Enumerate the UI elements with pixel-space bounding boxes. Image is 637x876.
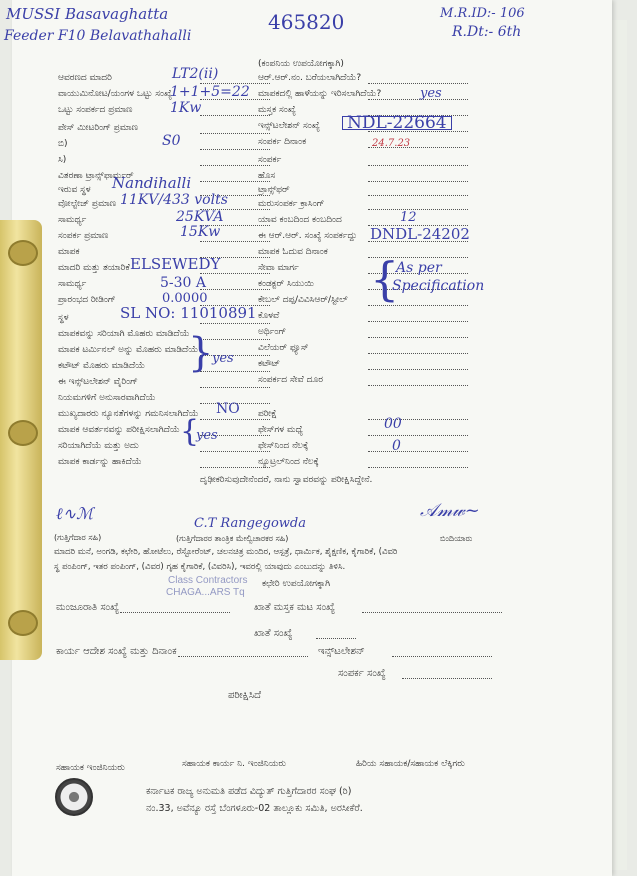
right-label: ಅರ್ಥಿಂಗ್ — [258, 327, 287, 337]
right-label: ಕಟೌಟ್ — [258, 359, 281, 369]
value-rr-written: yes — [420, 86, 442, 101]
signature-left-label: (ಗುತ್ತಿಗೆದಾರ ಸಹಿ) — [54, 533, 102, 542]
office-use: ಕಛೇರಿ ಉಪಯೋಗಕ್ಕಾಗಿ — [262, 579, 331, 589]
left-label: ಸಂಪರ್ಕ ಪ್ರಮಾಣ — [58, 231, 109, 241]
stamp-line1: Class Contractors — [168, 575, 248, 586]
left-label: ಸ್ಥಳ — [58, 313, 69, 323]
value-defects: NO — [216, 401, 240, 417]
header-hw-line2: Feeder F10 Belavathahalli — [4, 28, 192, 44]
declaration: ದೃಢೀಕರಿಸುವುದೇನೆಂದರೆ, ನಾನು ಸ್ವಾವರವನ್ನು ಪರೀಕ್ಷಿಸಿದ್ದೇನೆ. — [200, 475, 373, 485]
value-initial-reading: 0.0000 — [162, 291, 208, 306]
association-logo — [55, 778, 93, 816]
right-label: ಯಾವ ಕಂಬದಿಂದ ಕಂಬದಿಂದ — [258, 215, 342, 225]
fill-line — [368, 435, 468, 436]
account-no-label: ಖಾತೆ ಸಂಖ್ಯೆ — [254, 628, 293, 639]
value-meter-make: ELSEWEDY — [130, 255, 221, 273]
right-label: ಕೊಳವೆ — [258, 311, 280, 321]
value-total-load: 1Kw — [170, 100, 202, 116]
left-label: ಆವರಣದ ಮಾದರಿ — [58, 73, 112, 83]
value-service-line2: Specification — [392, 278, 485, 294]
left-label: ವಿತರಣಾ ಟ್ರಾನ್ಸ್‌ಫಾರ್ಮರ್ — [58, 171, 134, 181]
senior-asst-label: ಹಿರಿಯ ಸಹಾಯಕ/ಸಹಾಯಕ ಲೆಕ್ಕಿಗರು — [356, 759, 465, 769]
fill-line — [368, 321, 468, 322]
value-sealed: yes — [212, 351, 234, 366]
right-label: ಮಾಪಕ ಓದುವ ದಿನಾಂಕ — [258, 247, 328, 257]
fill-line — [316, 638, 356, 639]
fill-line — [392, 656, 492, 657]
form-header: (ಕಂಪನಿಯ ಉಪಯೋಗಕ್ಕಾಗಿ) — [258, 59, 344, 69]
value-brace: } — [188, 330, 214, 376]
value-installation-no: NDL-22664 — [342, 116, 452, 130]
fill-line — [368, 337, 468, 338]
right-label: ಇನ್ಸ್‌ಟಲೇಶನ್ ಸಂಖ್ಯೆ — [258, 121, 320, 131]
fill-line — [368, 385, 468, 386]
value-voltage: 11KV/433 volts — [120, 192, 228, 208]
right-label: ನ್ಯೂಟ್ರಲ್‌ನಿಂದ ನೆಲಕ್ಕೆ — [258, 457, 319, 467]
right-label: ಸೇವಾ ಮಾರ್ಗ — [258, 263, 299, 273]
installation-label: ಇನ್ಸ್‌ಟಲೇಶನ್ — [318, 646, 365, 657]
left-label: ಸಿ) — [58, 155, 67, 165]
contractor-label: (ಗುತ್ತಿಗೆದಾರರ ತಾಂತ್ರಿಕ ಮೇಲ್ವಿಚಾರಕರ ಸಹಿ) — [176, 534, 289, 543]
left-label: ವೋಲ್ಟೇಜ್ ಪ್ರಮಾಣ — [58, 199, 117, 209]
value-phase-earth: 0 — [392, 438, 401, 454]
fill-line — [200, 149, 270, 150]
fill-line — [368, 209, 468, 210]
fill-line — [368, 451, 468, 452]
right-label: ಸಂಪರ್ಕ ದಿನಾಂಕ — [258, 137, 307, 147]
binder-ring — [8, 240, 38, 266]
fill-line — [368, 99, 468, 100]
value-service-line: As per — [396, 260, 442, 276]
inspected-label: ಪರೀಕ್ಷಿಸಿದೆ — [228, 690, 261, 701]
fill-line — [178, 656, 308, 657]
left-label: ಮಾದರಿ ಮತ್ತು ತಯಾರಿಕೆ — [58, 263, 130, 273]
signature-owner: ℓ∿ℳ — [56, 504, 94, 523]
value-brace: { — [180, 414, 200, 449]
fill-line — [368, 467, 468, 468]
left-label: ಕಟೌಟ್ ಮೊಹರು ಮಾಡಿದೆಯೆ — [58, 361, 146, 371]
stamp-line2: CHAGA...ARS Tq — [166, 587, 245, 598]
fill-line — [368, 83, 468, 84]
fill-line — [368, 165, 468, 166]
left-label: ಮುಖ್ಯದಾರರು ನ್ಯೂನತೆಗಳನ್ನು ಗಮನಿಸಲಾಗಿದೆಯೆ — [58, 409, 199, 419]
left-label: ಮಾಪಕ ಆವರ್ತನವನ್ನು ಪರೀಕ್ಷಿಸಲಾಗಿದೆಯೆ — [58, 425, 180, 435]
left-label: ಸರಿಯಾಗಿದೆಯೆ ಮತ್ತು ಅದು — [58, 441, 139, 451]
right-label: ಮರುಸಂಪರ್ಕ ಕ್ರಾಸಿಂಗ್ — [258, 199, 325, 209]
signature-inspector: 𝒜𝓂𝓌~ — [420, 500, 480, 521]
value-location: Nandihalli — [112, 174, 192, 192]
fill-line — [200, 387, 270, 388]
left-label: ಈ ಇನ್ಸ್‌ಟಲೇಶನ್ ವೈರಿಂಗ್ — [58, 377, 138, 387]
value-pole-no: 12 — [400, 210, 417, 225]
right-label: ಸಂಪರ್ಕದ ಸೇವೆ ದೂರ — [258, 375, 323, 385]
value-meter-capacity: 5-30 A — [160, 275, 207, 291]
contractor-name: C.T Rangegowda — [194, 516, 306, 531]
value-connection-date: 24.7.23 — [372, 138, 411, 149]
value-between-phases: 00 — [384, 416, 402, 432]
junior-engineer-label: ಸಹಾಯಕ ಇಂಜಿನಿಯರು — [56, 763, 125, 773]
left-label: ನಿಯಮಗಳಿಗೆ ಅನುಸಾರವಾಗಿದೆಯೆ — [58, 393, 156, 403]
left-label: ಮಾಪಕವನ್ನು ಸರಿಯಾಗಿ ಮೊಹರು ಮಾಡಿದೆಯೆ — [58, 329, 190, 339]
left-label: ಪೇಸ್ ಮೀಟರಿಂಗ್ ಪ್ರಮಾಣ — [58, 123, 139, 133]
asst-exec-label: ಸಹಾಯಕ ಕಾರ್ಯ ನಿ. ಇಂಜಿನಿಯರು — [182, 759, 287, 769]
value-premises-type: LT2(ii) — [172, 66, 219, 82]
work-order-label: ಕಾರ್ಯ ಆದೇಶ ಸಂಖ್ಯೆ ಮತ್ತು ದಿನಾಂಕ — [56, 646, 177, 657]
value-total-lamps: 1+1+5=22 — [170, 84, 250, 100]
left-label: ವಾಯುಮಿನೋಟ/ಯಂಗಳ ಒಟ್ಟು ಸಂಖ್ಯೆ — [58, 89, 173, 99]
left-label: ಸಾಮರ್ಥ್ಯ — [58, 279, 87, 289]
binder-ring — [8, 610, 38, 636]
value-phase-b: S0 — [162, 133, 181, 149]
left-label: ಇರುವ ಸ್ಥಳ — [58, 185, 91, 195]
fill-line — [368, 419, 468, 420]
left-label: ಒಟ್ಟು ಸಂಪರ್ಕದ ಪ್ರಮಾಣ — [58, 105, 133, 115]
left-label: ಸಾಮರ್ಥ್ಯ — [58, 215, 87, 225]
org-line2: ನಂ.33, ಅವೆನ್ಯೂ ರಸ್ತೆ ಬೆಂಗಳೂರು-02 ತಾಲ್ಲೂಕು ಸಮಿತಿ, ಅರಸೀಕೆರೆ. — [146, 803, 363, 814]
value-capacity: 25KVA — [176, 209, 224, 225]
register-no-label: ಮಂಜೂರಾತಿ ಸಂಖ್ಯೆ — [56, 602, 120, 613]
right-label: ಕಂಡಕ್ಟರ್ ಸಿಯುಯಿ — [258, 279, 314, 289]
right-label: ಟ್ರಾನ್ಸ್‌ಫರ್ — [258, 185, 290, 195]
right-label: ಸಂಪರ್ಕ — [258, 155, 282, 165]
value-connected-load: 15Kw — [180, 224, 221, 240]
book-page-label: ಖಾತೆ ಮಸ್ತಕ ಮಟ ಸಂಖ್ಯೆ — [254, 602, 336, 613]
purpose-line1: ಮಾದರಿ ಮನೆ, ಅಂಗಡಿ, ಕಛೇರಿ, ಹೋಟೆಲು, ರೆಸ್ಟೋರೆಂಟ್, ಚಲನಚಿತ್ರ ಮಂದಿರ, ಆಸ್ಪತ್ರೆ, ಧಾರ್ಮಿಕ, ಶೈಕ್ಷಣಿಕ, ಕೈಗಾರಿಕೆ, (ವಿವರಿ — [54, 547, 398, 557]
right-label: ಫೇಸ್‌ನಿಂದ ನೆಲಕ್ಕೆ — [258, 441, 309, 451]
left-label: ಪ್ರಾರಂಭದ ರೀಡಿಂಗ್ — [58, 295, 116, 305]
right-label: ಫೇಸ್‌ಗಳ ಮಧ್ಯೆ — [258, 425, 304, 435]
header-r-dt: R.Dt:- 6th — [452, 24, 522, 40]
fill-line — [200, 323, 270, 324]
left-label: ಮಾಪಕ ಟರ್ಮಿನಲ್ ಅನ್ನು ಮೊಹರು ಮಾಡಿದೆಯೆ — [58, 345, 199, 355]
signature-right-label: ಬಿಂದಿಯಾರು — [440, 534, 473, 543]
left-label: ಮಾಪಕ ಕಾರ್ಡನ್ನು ಹಾಕಿದೆಯೆ — [58, 457, 142, 467]
purpose-line2: ಸ್ಥ ಪಂಪಿಂಗ್, ಇತರ ಪಂಪಿಂಗ್, (ವಿವರ) ಗೃಹ ಕೈಗಾರಿಕೆ, (ವಿವರಿಸಿ), ಇವರಲ್ಲಿ ಯಾವುದು ಎಂಬುದನ್ನು ತಿಳಿಸಿ. — [54, 562, 346, 572]
header-hw-line1: MUSSI Basavaghatta — [6, 5, 169, 23]
fill-line — [402, 678, 492, 679]
right-label: ಈ ಆರ್.ಆರ್. ಸಂಖ್ಯೆ ಸಂಪರ್ಕದ್ದು — [258, 231, 358, 241]
left-label: ಮಾಪಕ — [58, 247, 80, 257]
header-hw-number: 465820 — [268, 10, 345, 34]
value-tested: yes — [196, 428, 218, 443]
binder-ring — [8, 420, 38, 446]
connection-no-label: ಸಂಪರ್ಕ ಸಂಖ್ಯೆ — [338, 668, 386, 679]
value-rr-no: DNDL-24202 — [370, 225, 470, 243]
right-label: ವಿಲೆಯರ್ ಫ್ಯೂಸ್ — [258, 343, 309, 353]
right-label: ಕೇಬಲ್ ದಪ್ಪ/ವಿವಿಸಿಆರ್/ಸ್ಟೀಲ್ — [258, 295, 348, 305]
fill-line — [368, 195, 468, 196]
right-label: ಮಾಪಕದಲ್ಲಿ ಹಾಳೆಯನ್ನು ಇರಿಸಲಾಗಿದೆಯೆ? — [258, 89, 382, 99]
right-label: ಪರೀಕ್ಷೆ — [258, 409, 277, 419]
right-label: ಆರ್.ಆರ್.ನಂ. ಬರೆಯಲಾಗಿದೆಯೆ? — [258, 73, 362, 83]
fill-line — [368, 181, 468, 182]
fill-line — [368, 369, 468, 370]
left-label: ಬಿ) — [58, 139, 68, 149]
value-meter-sl: SL NO: 11010891 — [120, 304, 257, 322]
right-label: ಮಸ್ತಕ ಸಂಖ್ಯೆ — [258, 105, 296, 115]
fill-line — [362, 612, 502, 613]
header-mr-id: M.R.ID:- 106 — [440, 6, 525, 21]
fill-line — [120, 612, 230, 613]
right-label: ಹೊಸ — [258, 171, 276, 181]
binder-clip — [0, 220, 42, 660]
fill-line — [200, 133, 270, 134]
value-brace: { — [370, 252, 400, 306]
org-line1: ಕರ್ನಾಟಕ ರಾಜ್ಯ ಅನುಮತಿ ಪಡೆದ ವಿದ್ಯುತ್ ಗುತ್ತಿಗೆದಾರರ ಸಂಘ (ರಿ) — [146, 786, 352, 797]
fill-line — [368, 353, 468, 354]
